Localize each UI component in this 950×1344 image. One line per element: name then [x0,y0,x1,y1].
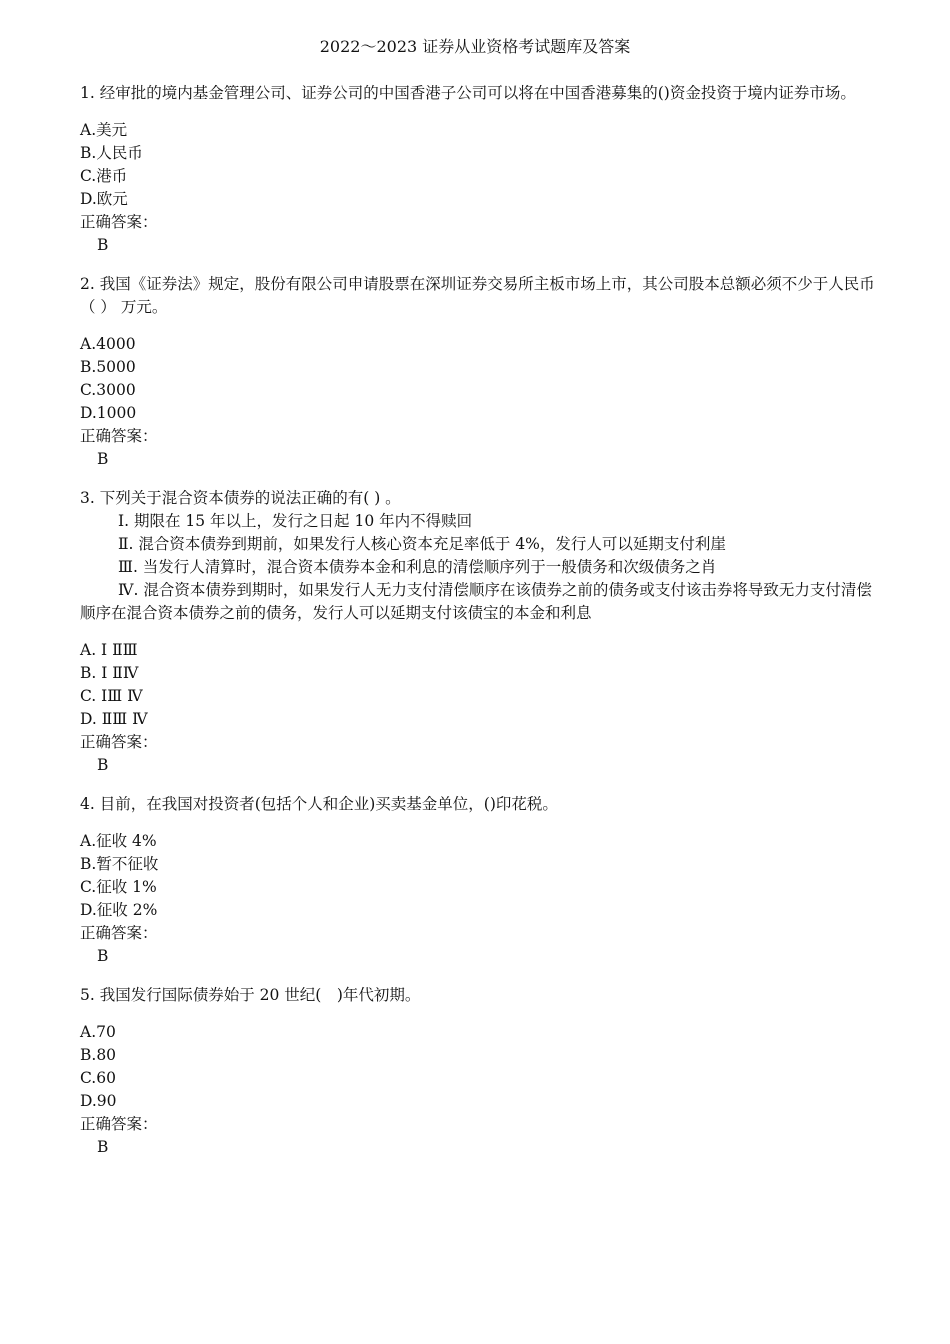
answer-value: B [97,236,109,254]
option-d: D. ⅡⅢ Ⅳ [80,710,148,728]
option-d: D.欧元 [80,190,128,208]
answer-label: 正确答案： [80,427,158,445]
answer-value: B [97,450,109,468]
answer-value: B [97,756,109,774]
option-a: A.4000 [80,335,136,353]
option-b: B.人民币 [80,144,143,162]
statement-4: Ⅳ. 混合资本债券到期时，如果发行人无力支付清偿顺序在该债券之前的债务或支付该击券将导致无力支付清偿顺序在混合资本债券之前的债务，发行人可以延期支付该债宝的本金和利息 [80,581,872,622]
answer-value: B [97,1138,109,1156]
option-a: A.美元 [80,121,128,139]
answer-label: 正确答案： [80,213,158,231]
option-b: B.暂不征收 [80,855,159,873]
option-c: C.60 [80,1069,116,1087]
question-stem: 4. 目前，在我国对投资者(包括个人和企业)买卖基金单位，()印花税。 [80,795,558,813]
option-a: A. Ⅰ ⅡⅢ [80,641,138,659]
question-list [80,82,880,1175]
question-stem: 1. 经审批的境内基金管理公司、证券公司的中国香港子公司可以将在中国香港募集的()资金投资于境内证券市场。 [80,84,856,102]
option-c: C.港币 [80,167,128,185]
answer-label: 正确答案： [80,733,158,751]
statement-2: Ⅱ. 混合资本债券到期前，如果发行人核心资本充足率低于 4%，发行人可以延期支付利崖 [118,535,726,553]
option-d: D.1000 [80,404,137,422]
question-4 [80,793,880,968]
question-stem: 5. 我国发行国际债券始于 20 世纪( )年代初期。 [80,986,421,1004]
answer-label: 正确答案： [80,1115,158,1133]
page-title: 2022～2023 证券从业资格考试题库及答案 [319,37,631,56]
question-1 [80,82,880,257]
question-3 [80,487,880,777]
option-b: B. Ⅰ ⅡⅣ [80,664,139,682]
statement-list [80,510,880,625]
option-a: A.征收 4% [80,832,157,850]
option-a: A.70 [80,1023,116,1041]
option-b: B.80 [80,1046,117,1064]
option-c: C.征收 1% [80,878,157,896]
option-b: B.5000 [80,358,136,376]
option-c: C.3000 [80,381,136,399]
question-stem: 2. 我国《证券法》规定，股份有限公司申请股票在深圳证券交易所主板市场上市，其公司股本总额必须不少于人民币 （ ） 万元。 [80,275,875,316]
option-d: D.90 [80,1092,117,1110]
option-c: C. ⅠⅢ Ⅳ [80,687,143,705]
question-2 [80,273,880,471]
answer-label: 正确答案： [80,924,158,942]
statement-1: Ⅰ. 期限在 15 年以上，发行之日起 10 年内不得赎回 [118,512,473,530]
answer-value: B [97,947,109,965]
option-d: D.征收 2% [80,901,158,919]
question-5 [80,984,880,1159]
statement-3: Ⅲ. 当发行人清算时，混合资本债券本金和利息的清偿顺序列于一般债务和次级债务之肖 [118,558,717,576]
question-stem: 3. 下列关于混合资本债券的说法正确的有( ) 。 [80,489,401,507]
